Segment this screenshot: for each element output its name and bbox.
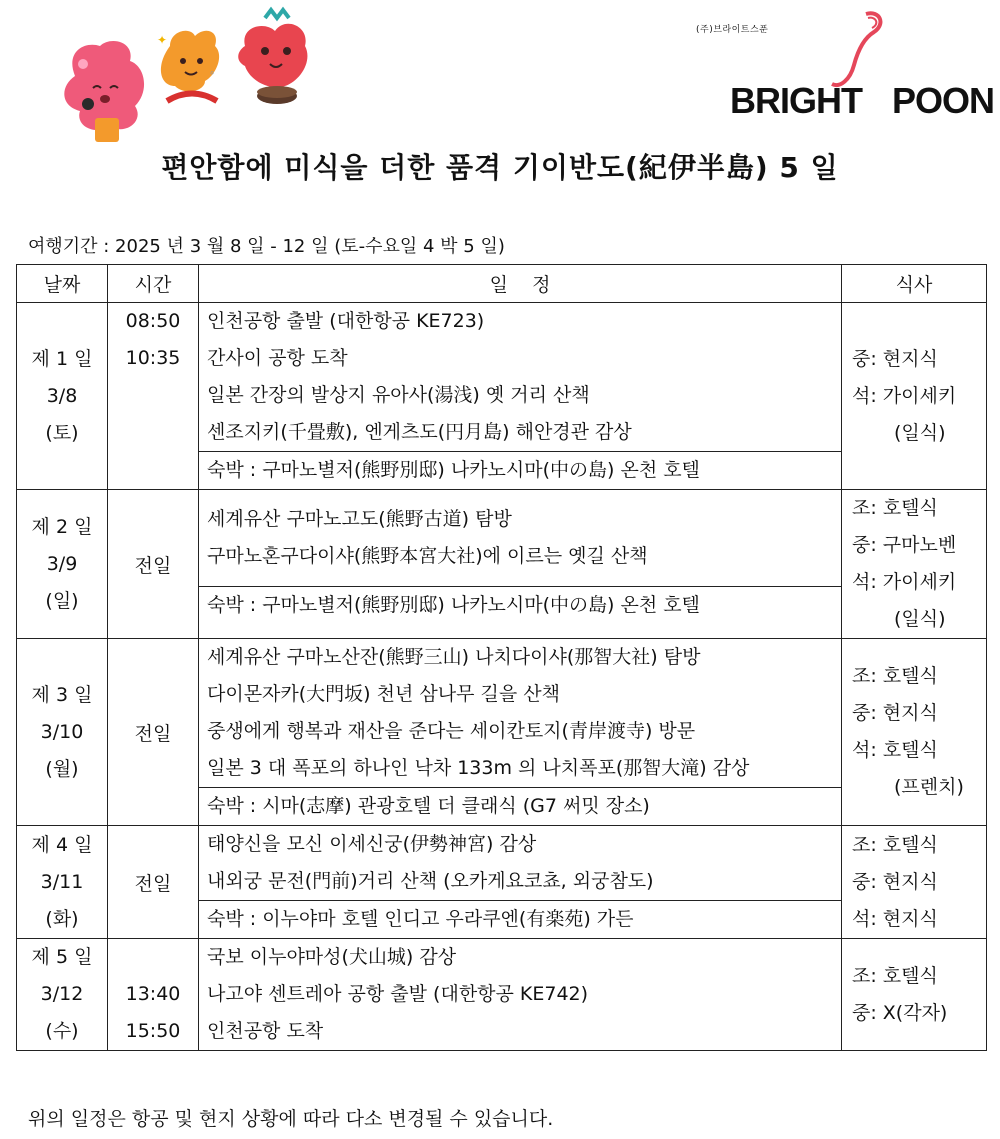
time-value: 10:35 (125, 347, 181, 369)
day-number: 제 5 일 (31, 946, 93, 968)
day-cell (17, 303, 108, 490)
day-number: 제 2 일 (31, 515, 93, 538)
schedule-item: 국보 이누야마성(犬山城) 감상 (207, 946, 457, 968)
meal-item: 석: 가이세키 (852, 571, 957, 593)
schedule-item: 간사이 공항 도착 (207, 347, 348, 369)
day-weekday: (수) (45, 1020, 79, 1042)
header-schedule: 일 정 (199, 265, 842, 303)
time-value: 08:50 (125, 310, 181, 332)
day-date: 3/11 (40, 870, 84, 893)
day-number: 제 3 일 (31, 683, 93, 706)
lodging-info: 숙박 : 이누야마 호텔 인디고 우라쿠엔(有楽苑) 가든 (199, 900, 841, 938)
schedule-item: 다이몬자카(大門坂) 천년 삼나무 길을 산책 (207, 683, 560, 705)
meal-cell (842, 490, 987, 639)
schedule-cell (199, 303, 842, 490)
meal-item: 석: 현지식 (852, 907, 938, 930)
meal-cell (842, 639, 987, 826)
orange-mascot-icon (157, 31, 219, 101)
meal-item: 조: 호텔식 (852, 497, 938, 519)
svg-text:∘: ∘ (209, 68, 216, 79)
lodging-info: 숙박 : 시마(志摩) 관광호텔 더 클래식 (G7 써밋 장소) (199, 787, 841, 825)
time-cell: 전일 (108, 639, 199, 826)
mascot-illustration (55, 6, 315, 146)
meal-item: 석: 호텔식 (852, 739, 938, 761)
schedule-cell (199, 826, 842, 939)
meal-item: 조: 호텔식 (852, 665, 938, 687)
meal-item: 석: 가이세키 (852, 384, 957, 407)
brand-name-right: POON (892, 80, 995, 121)
header-meal: 식사 (842, 265, 987, 303)
day-date: 3/9 (46, 552, 78, 575)
page-title: 편안함에 미식을 더한 품격 기이반도(紀伊半島) 5 일 (161, 151, 839, 184)
svg-text:✦: ✦ (157, 33, 168, 47)
meal-item: 중: 현지식 (852, 347, 938, 370)
header-time: 시간 (108, 265, 199, 303)
meal-item: 조: 호텔식 (852, 833, 938, 856)
meal-item: 중: 현지식 (852, 870, 938, 893)
day-weekday: (토) (45, 421, 79, 444)
schedule-item: 태양신을 모신 이세신궁(伊勢神宮) 감상 (207, 833, 537, 855)
schedule-item: 일본 간장의 발상지 유아사(湯浅) 옛 거리 산책 (207, 384, 590, 406)
table-row (17, 639, 987, 826)
meal-cell (842, 939, 987, 1051)
schedule-cell (199, 639, 842, 826)
lodging-info: 숙박 : 구마노별저(熊野別邸) 나카노시마(中の島) 온천 호텔 (199, 451, 841, 489)
red-mascot-icon (238, 10, 307, 104)
schedule-item: 내외궁 문전(門前)거리 산책 (오카게요코쵸, 외궁참도) (207, 870, 654, 892)
schedule-item: 인천공항 출발 (대한항공 KE723) (207, 310, 485, 332)
time-cell (108, 303, 199, 490)
brand-logo (692, 8, 995, 121)
time-cell: 전일 (108, 826, 199, 939)
day-weekday: (월) (45, 757, 79, 780)
pink-mascot-icon (64, 41, 144, 142)
schedule-item: 중생에게 행복과 재산을 준다는 세이칸토지(青岸渡寺) 방문 (207, 720, 696, 742)
meal-item: (일식) (894, 421, 946, 444)
table-row (17, 826, 987, 939)
time-cell (108, 939, 199, 1051)
table-header-row (17, 265, 987, 303)
day-weekday: (일) (45, 589, 79, 612)
meal-cell (842, 303, 987, 490)
schedule-item: 일본 3 대 폭포의 하나인 낙차 133m 의 나치폭포(那智大滝) 감상 (207, 757, 750, 779)
schedule-item: 센조지키(千畳敷), 엔게츠도(円月島) 해안경관 감상 (207, 421, 632, 443)
meal-item: 조: 호텔식 (852, 964, 938, 987)
schedule-item: 나고야 센트레아 공항 출발 (대한항공 KE742) (207, 983, 589, 1005)
day-date: 3/12 (40, 983, 84, 1005)
meal-item: (일식) (894, 608, 946, 630)
meal-item: 중: 구마노벤 (852, 534, 957, 556)
day-cell (17, 490, 108, 639)
day-number: 제 4 일 (31, 833, 93, 856)
day-date: 3/10 (40, 720, 84, 743)
brand-korean-name: (주)브라이트스푼 (696, 25, 769, 35)
day-cell (17, 939, 108, 1051)
schedule-item: 인천공항 도착 (207, 1020, 324, 1042)
schedule-item: 세계유산 구마노고도(熊野古道) 탐방 (207, 508, 512, 530)
meal-item: (프렌치) (894, 776, 964, 798)
travel-period: 여행기간 : 2025 년 3 월 8 일 - 12 일 (토-수요일 4 박 5 일) (28, 236, 505, 257)
brand-name-left: BRIGHT (730, 80, 863, 121)
table-row (17, 303, 987, 490)
day-number: 제 1 일 (31, 347, 93, 370)
meal-item: 중: X(각자) (852, 1001, 948, 1024)
time-value: 15:50 (125, 1020, 181, 1042)
day-cell (17, 826, 108, 939)
itinerary-table (16, 264, 987, 1051)
schedule-cell (199, 490, 842, 639)
meal-cell (842, 826, 987, 939)
schedule-cell (199, 939, 842, 1051)
header-day: 날짜 (17, 265, 108, 303)
time-cell: 전일 (108, 490, 199, 639)
time-value: 13:40 (125, 983, 181, 1005)
day-cell (17, 639, 108, 826)
table-row (17, 490, 987, 639)
schedule-item: 세계유산 구마노산잔(熊野三山) 나치다이샤(那智大社) 탐방 (207, 646, 701, 668)
day-date: 3/8 (46, 384, 78, 407)
meal-item: 중: 현지식 (852, 702, 938, 724)
lodging-info: 숙박 : 구마노별저(熊野別邸) 나카노시마(中の島) 온천 호텔 (199, 586, 841, 624)
day-weekday: (화) (45, 907, 79, 930)
schedule-item: 구마노혼구다이샤(熊野本宮大社)에 이르는 옛길 산책 (207, 545, 648, 567)
table-row (17, 939, 987, 1051)
spoon-icon (818, 10, 888, 90)
footer-note: 위의 일정은 항공 및 현지 상황에 따라 다소 변경될 수 있습니다. (28, 1108, 554, 1130)
